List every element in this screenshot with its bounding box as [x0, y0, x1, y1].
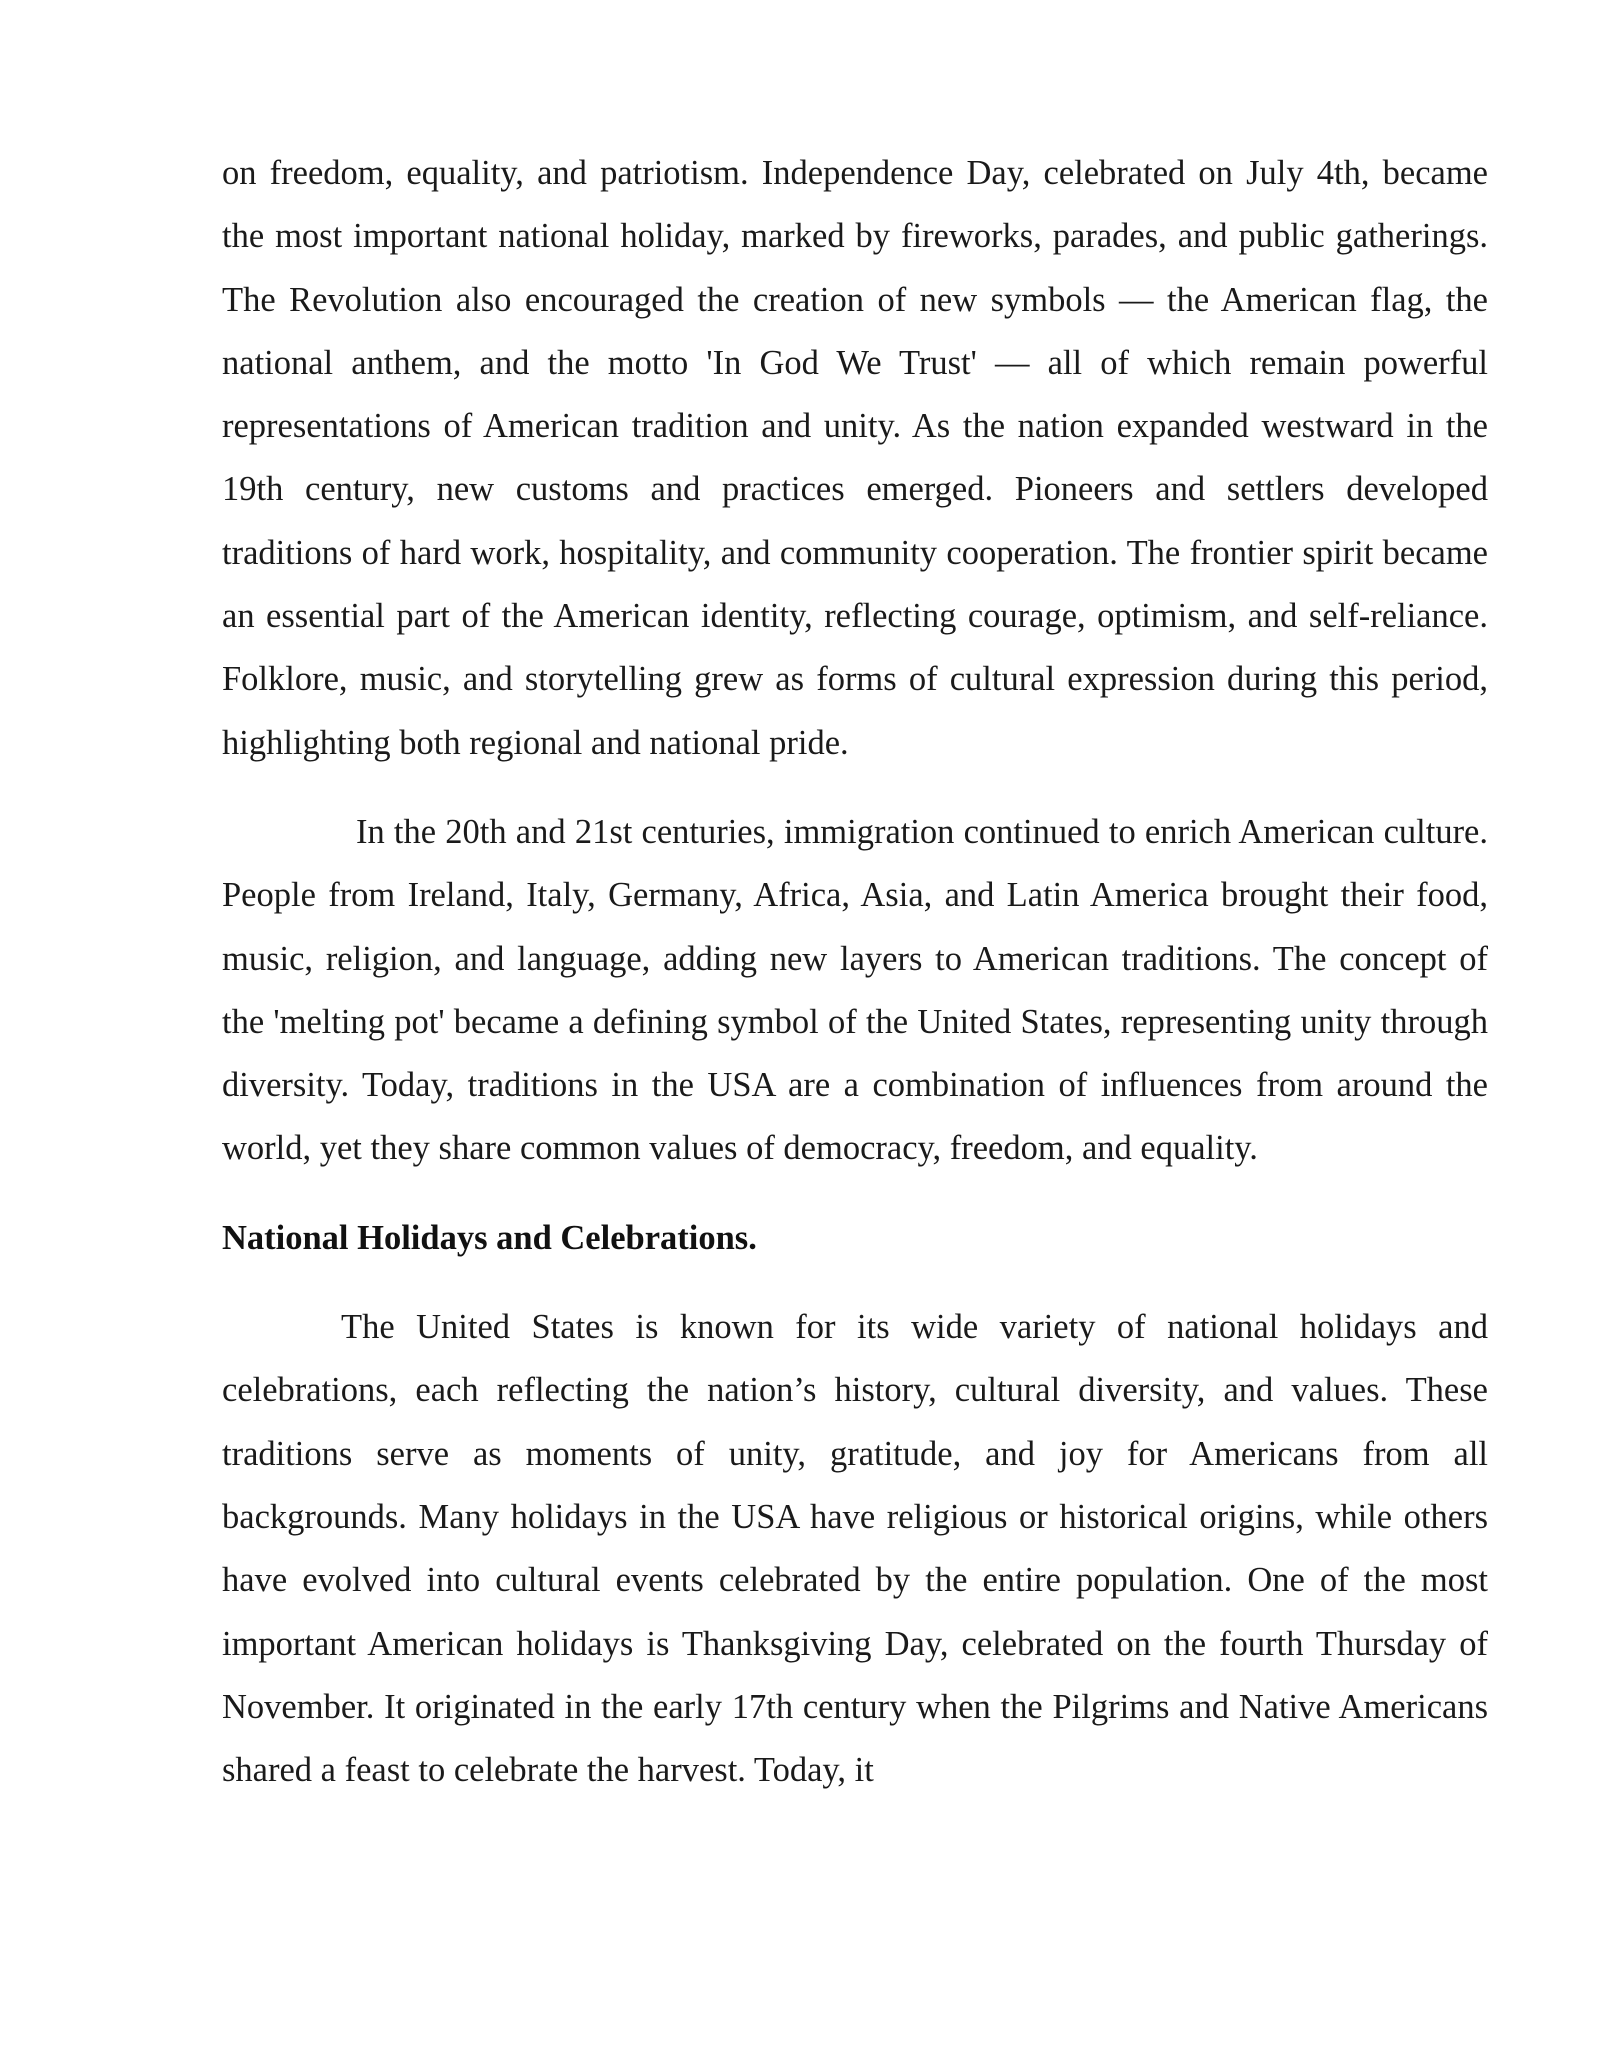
- section-heading-national-holidays: National Holidays and Celebrations.: [222, 1218, 757, 1257]
- paragraph-immigration: In the 20th and 21st centuries, immigration continued to enrich American culture. People from Ireland, Italy, Germany, Africa, Asia, and Latin America brought their food, music, religion, and language, adding new layers to American traditions. The concept of the 'melting pot' became a defining symbol of the United States, representing unity through diversity. Today, traditions in the USA are a combination of influences from around the world, yet they share common values of democracy, freedom, and equality.: [222, 812, 1488, 1168]
- paragraph-freedom-and-frontier: on freedom, equality, and patriotism. Independence Day, celebrated on July 4th, became the most important national holiday, marked by fireworks, parades, and public gatherings. The Revolution also encouraged the creation of new symbols — the American flag, the national anthem, and the motto 'In God We Trust' — all of which remain powerful representations of American tradition and unity. As the nation expanded westward in the 19th century, new customs and practices emerged. Pioneers and settlers developed traditions of hard work, hospitality, and community cooperation. The frontier spirit became an essential part of the American identity, reflecting courage, optimism, and self-reliance. Folklore, music, and storytelling grew as forms of cultural expression during this period, highlighting both regional and national pride.: [222, 154, 1488, 762]
- document-body: [222, 142, 1488, 1802]
- paragraph-holidays-thanksgiving: The United States is known for its wide variety of national holidays and celebrations, each reflecting the nation’s history, cultural diversity, and values. These traditions serve as moments of unity, gratitude, and joy for Americans from all backgrounds. Many holidays in the USA have religious or historical origins, while others have evolved into cultural events celebrated by the entire population. One of the most important American holidays is Thanksgiving Day, celebrated on the fourth Thursday of November. It originated in the early 17th century when the Pilgrims and Native Americans shared a feast to celebrate the harvest. Today, it: [222, 1308, 1488, 1790]
